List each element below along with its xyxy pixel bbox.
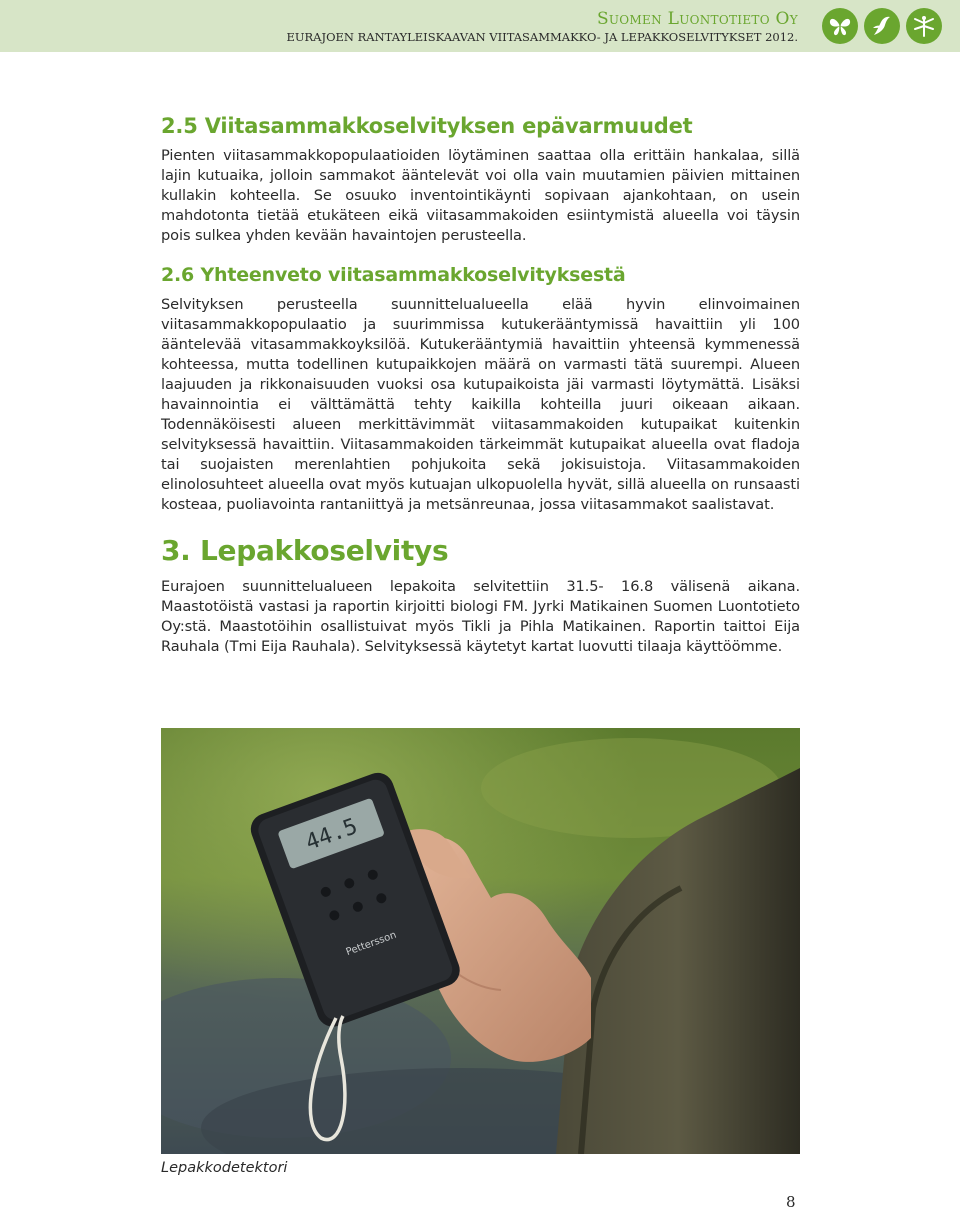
section-heading-2-5: 2.5 Viitasammakkoselvityksen epävarmuudet — [161, 114, 693, 138]
company-name: Suomen Luontotieto Oy — [596, 9, 798, 29]
bat-detector-photo — [161, 728, 800, 1154]
section-paragraph-2-5: Pienten viitasammakkopopulaatioiden löytäminen saattaa olla erittäin hankalaa, sillä lajin kutuaika, jolloin sammakot ääntelevät voi olla vain muutamien päivien mittainen kullakin kohteella. Se osuuko inventointikäynti sopivaan ajankohtaan, on usein mahdotonta tietää etukäteen eikä viitasammakoiden esiintymistä alueella voi täysin pois sulkea yhden kevään havaintojen perusteella. — [161, 147, 800, 244]
bird-icon — [864, 8, 900, 44]
butterfly-icon — [822, 8, 858, 44]
header-brand — [286, 11, 798, 44]
section-paragraph-2-6: Selvityksen perusteella suunnittelualueella elää hyvin elinvoimainen viitasammakkopopulaatio ja suurimmissa kutukerääntymissä havaittiin yli 100 ääntelevää vitasammakkoyksilöä. Kutukerääntymiä havaittiin yhteensä kymmenessä kohteessa, mutta todellinen kutupaikkojen määrä on varmasti tätä suurempi. Alueen laajuuden ja rikkonaisuuden vuoksi osa kutupaikoista jäi varmasti löytymättä. Lisäksi havainnointia ei välttämättä tehty kaikilla kohteilla juuri oikeaan aikaan. Todennäköisesti alueen merkittävimmät viitasammakoiden kutupaikat kuitenkin selvityksessä havaittiin. Viitasammakoiden tärkeimmät kutupaikat alueella ovat fladoja tai suojaisten merenlahtien pohjukoita sekä jokisuistoja. Viitasammakoiden elinolosuhteet alueella ovat myös kutuajan ulkopuolella hyvät, sillä alueella on runsaasti kosteaa, puoliavointa rantaniittyä ja metsänreunaa, jossa viitasammakot saalistavat. — [161, 296, 800, 513]
dragonfly-icon — [906, 8, 942, 44]
page-header — [0, 0, 960, 52]
section-paragraph-3: Eurajoen suunnittelualueen lepakoita selvitettiin 31.5- 16.8 välisenä aikana. Maastotöistä vastasi ja raportin kirjoitti biologi FM. Jyrki Matikainen Suomen Luontotieto Oy:stä. Maastotöihin osallistuivat myös Tikli ja Pihla Matikainen. Raportin taittoi Eija Rauhala (Tmi Eija Rauhala). Selvityksessä käytetyt kartat luovutti tilaaja käyttöömme. — [161, 578, 800, 655]
page-number: 8 — [786, 1193, 796, 1211]
report-title: EURAJOEN RANTAYLEISKAAVAN VIITASAMMAKKO- JA LEPAKKOSELVITYKSET 2012. — [286, 30, 798, 44]
photo-caption: Lepakkodetektori — [161, 1160, 288, 1176]
section-heading-3: 3. Lepakkoselvitys — [161, 534, 449, 567]
device-brand-label: Pettersson — [344, 929, 399, 959]
device-display-value: 44.5 — [302, 814, 361, 856]
section-heading-2-6: 2.6 Yhteenveto viitasammakkoselvityksestä — [161, 264, 626, 286]
header-logos — [822, 8, 942, 44]
